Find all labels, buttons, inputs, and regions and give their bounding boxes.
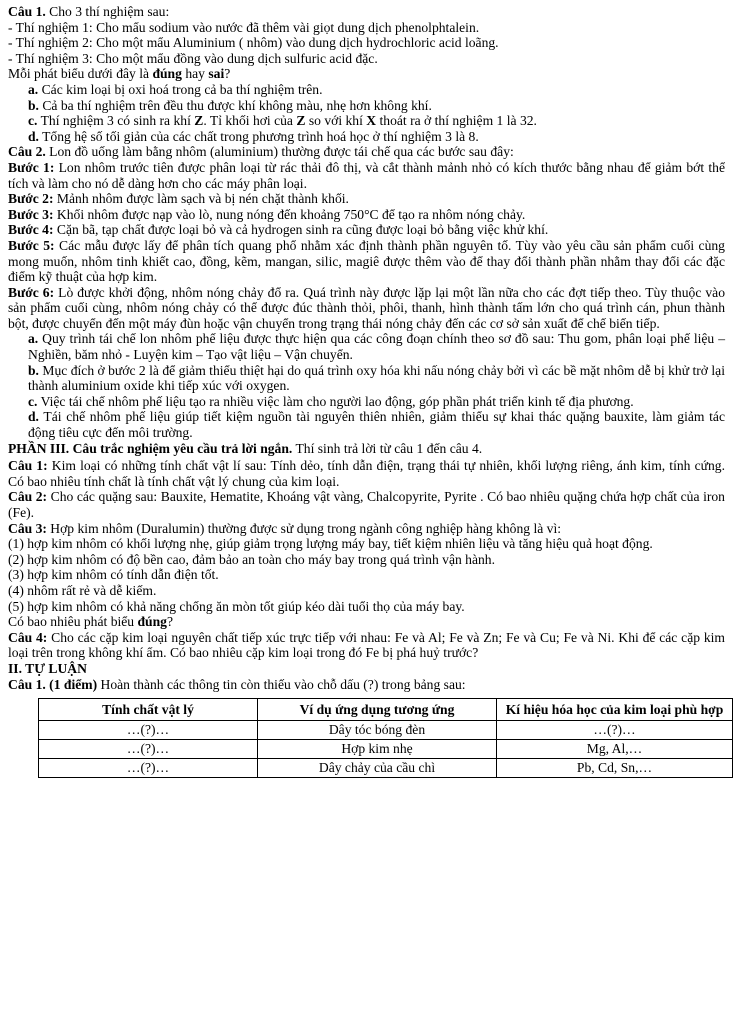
- option-1: (1) hợp kim nhôm có khối lượng nhẹ, giúp giảm trọng lượng máy bay, tiết kiệm nhiên liệu và tăng hiệu quả hoạt động.: [8, 536, 653, 552]
- short-question-2: Câu 2: Cho các quặng sau: Bauxite, Hematite, Khoáng vật vàng, Chalcopyrite, Pyrite . Có bao nhiêu quặng chứa hợp chất của iron (Fe).: [8, 489, 725, 520]
- question-prompt: Mỗi phát biểu dưới đây là đúng hay sai?: [8, 66, 231, 82]
- statement-a: a. Các kim loại bị oxi hoá trong cả ba thí nghiệm trên.: [28, 81, 323, 97]
- experiment-3: - Thí nghiệm 3: Cho một mẩu đồng vào dung dịch sulfuric acid đặc.: [8, 50, 378, 66]
- experiment-1: - Thí nghiệm 1: Cho mẩu sodium vào nước đã thêm vài giọt dung dịch phenolphtalein.: [8, 19, 480, 35]
- step-4: Bước 4: Cặn bã, tạp chất được loại bỏ và cả hydrogen sinh ra cũng được loại bỏ bằng việc khử khí.: [8, 222, 549, 238]
- properties-table: [38, 698, 733, 778]
- statement-a: a. Quy trình tái chế lon nhôm phế liệu được thực hiện qua các công đoạn chính theo sơ đồ sau: Thu gom, phân loại phế liệu – Nghiền, băm nhỏ - Luyện kim – Tạo vật liệu – Vận chuyển.: [28, 331, 725, 363]
- step-5: Bước 5: Các mẫu được lấy để phân tích quang phổ nhằm xác định thành phần nguyên tố. Tùy vào yêu cầu sản phẩm cuối cùng mong muốn, nhôm tinh khiết cao, đồng, kẽm, mangan, silic, magiê được thêm vào để thay đổi thành phần nhằm thay đổi các đặc điểm kỹ thuật của hợp kim.: [8, 237, 725, 285]
- table-cell: …(?)…: [39, 759, 258, 778]
- experiment-2: - Thí nghiệm 2: Cho một mẩu Aluminium ( nhôm) vào dung dịch hydrochloric acid loãng.: [8, 35, 499, 51]
- table-cell: Dây tóc bóng đèn: [258, 721, 497, 740]
- option-3: (3) hợp kim nhôm có tính dẫn điện tốt.: [8, 567, 219, 583]
- short-question-3: Câu 3: Hợp kim nhôm (Duralumin) thường được sử dụng trong ngành công nghiệp hàng không là vì:: [8, 520, 562, 536]
- step-3: Bước 3: Khối nhôm được nạp vào lò, nung nóng đến khoảng 750°C để tạo ra nhôm nóng chảy.: [8, 206, 526, 222]
- table-row: [39, 740, 733, 759]
- statement-b: b. Cả ba thí nghiệm trên đều thu được khí không màu, nhẹ hơn không khí.: [28, 97, 432, 113]
- option-4: (4) nhôm rất rẻ và dễ kiếm.: [8, 582, 157, 598]
- table-header: Tính chất vật lý: [39, 699, 258, 721]
- section-heading: PHẦN III. Câu trắc nghiệm yêu cầu trả lời ngắn. Thí sinh trả lời từ câu 1 đến câu 4.: [8, 440, 483, 456]
- table-row: [39, 721, 733, 740]
- table-cell: Pb, Cd, Sn,…: [497, 759, 733, 778]
- question-text: Cho 3 thí nghiệm sau:: [45, 4, 170, 19]
- step-1: Bước 1: Lon nhôm trước tiên được phân loại từ rác thải đô thị, và cắt thành mảnh nhỏ có kích thước bằng nhau để giảm bớt thể tích và làm cho nó dễ dàng hơn cho các máy phân loại.: [8, 159, 725, 191]
- step-2: Bước 2: Mảnh nhôm được làm sạch và bị nén chặt thành khối.: [8, 191, 349, 207]
- table-cell: …(?)…: [39, 740, 258, 759]
- table-header-row: [39, 699, 733, 721]
- question-1: [8, 4, 725, 20]
- question-2: Câu 2. Lon đồ uống làm bằng nhôm (aluminium) thường được tái chế qua các bước sau đây:: [8, 144, 514, 160]
- statement-c: c. Thí nghiệm 3 có sinh ra khí Z. Tỉ khối hơi của Z so với khí X thoát ra ở thí nghiệm 1 là 32.: [28, 113, 537, 129]
- question-ask: Có bao nhiêu phát biểu đúng?: [8, 614, 174, 630]
- table-cell: Mg, Al,…: [497, 740, 733, 759]
- table-header: Ví dụ ứng dụng tương ứng: [258, 699, 497, 721]
- table-cell: Hợp kim nhẹ: [258, 740, 497, 759]
- table-cell: …(?)…: [39, 721, 258, 740]
- short-question-1: Câu 1: Kim loại có những tính chất vật lí sau: Tính dẻo, tính dẫn điện, trạng thái tự nhiên, khối lượng riêng, ánh kim, tính cứng. Có bao nhiêu tính chất là tính chất vật lý chung của kim loại.: [8, 458, 725, 489]
- table-row: [39, 759, 733, 778]
- essay-question-1: Câu 1. (1 điểm) Hoàn thành các thông tin còn thiếu vào chỗ dấu (?) trong bảng sau:: [8, 676, 466, 692]
- step-6: Bước 6: Lò được khởi động, nhôm nóng chảy đổ ra. Quá trình này được lặp lại một lần nữa cho các đợt tiếp theo. Tùy thuộc vào sản phẩm cuối cùng, nhôm nóng chảy có thể được đúc thành thỏi, phôi, thanh, hình thành tấm lớn cho quá trình cán, phun thành bột, được chuyển đến một máy đùn hoặc vận chuyển trong trạng thái nóng chảy đến các cơ sở sản xuất để chế biến tiếp.: [8, 284, 725, 331]
- option-5: (5) hợp kim nhôm có khả năng chống ăn mòn tốt giúp kéo dài tuổi thọ của máy bay.: [8, 598, 465, 614]
- option-2: (2) hợp kim nhôm có độ bền cao, đảm bảo an toàn cho máy bay trong quá trình vận hành.: [8, 551, 495, 567]
- table-cell: Dây chảy của cầu chì: [258, 759, 497, 778]
- table-cell: …(?)…: [497, 721, 733, 740]
- statement-d: d. Tái chế nhôm phế liệu giúp tiết kiệm nguồn tài nguyên thiên nhiên, giảm thiểu sự khai thác quặng bauxite, làm giảm tác động tiêu cực đến môi trường.: [28, 409, 725, 441]
- short-question-4: Câu 4: Cho các cặp kim loại nguyên chất tiếp xúc trực tiếp với nhau: Fe và Al; Fe và Zn; Fe và Cu; Fe và Ni. Khi để các cặp kim loại trên trong không khí ẩm. Có bao nhiêu cặp kim loại trong đó Fe bị phá huỷ trước?: [8, 629, 725, 661]
- question-label: Câu 1.: [8, 4, 46, 19]
- statement-c: c. Việc tái chế nhôm phế liệu tạo ra nhiều việc làm cho người lao động, góp phần phát triển kinh tế địa phương.: [28, 393, 634, 409]
- essay-heading: II. TỰ LUẬN: [8, 660, 87, 676]
- table-header: Kí hiệu hóa học của kim loại phù hợp: [497, 699, 733, 721]
- statement-d: d. Tổng hệ số tối giản của các chất trong phương trình hoá học ở thí nghiệm 3 là 8.: [28, 128, 479, 144]
- statement-b: b. Mục đích ở bước 2 là để giảm thiểu thiệt hại do quá trình oxy hóa khi nấu nóng chảy bởi vì các bề mặt nhôm dễ bị khử trở lại thành aluminium oxide khi tiếp xúc với oxygen.: [28, 362, 725, 394]
